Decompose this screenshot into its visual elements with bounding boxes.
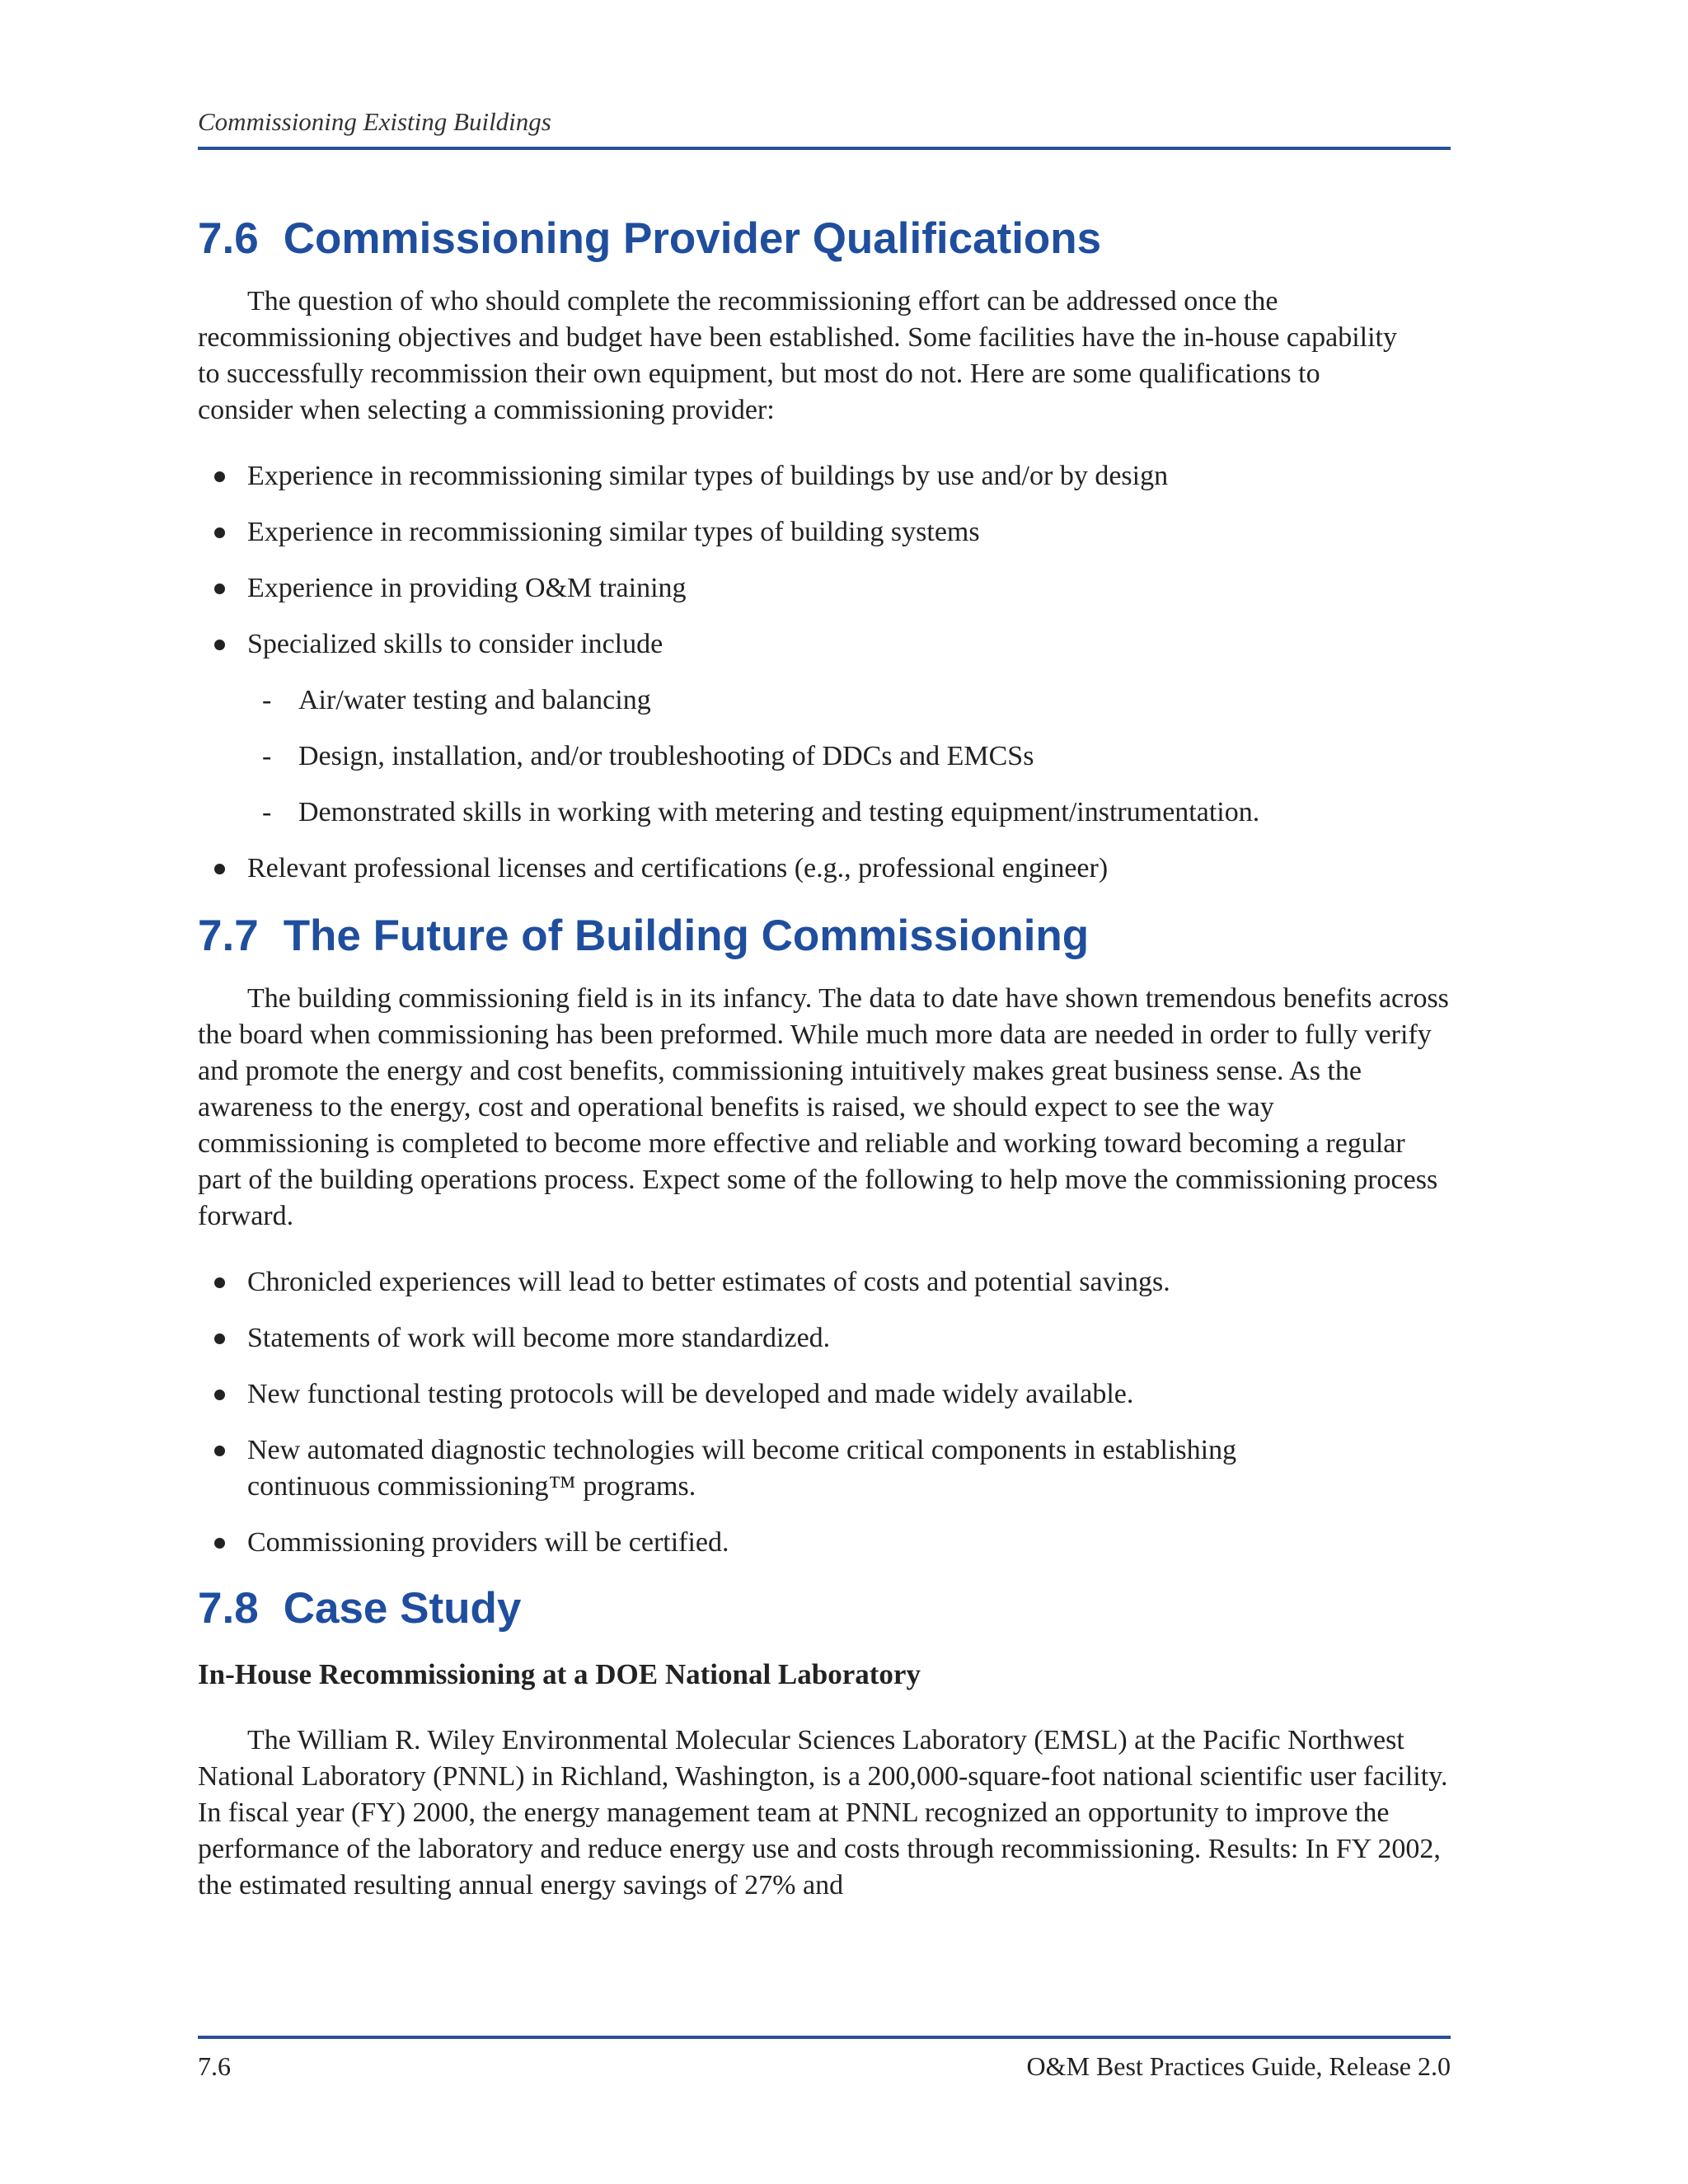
section-7-7-intro: The building commissioning field is in its infancy. The data to date have shown tremendous benefits across the board when commissioning has been preformed. While much more data are needed in order to fully verify and promote the energy and cost benefits, commissioning intuitively makes great business sense. As the awareness to the energy, cost and operational benefits is raised, we should expect to see the way commissioning is completed to become more effective and reliable and working toward becoming a regular part of the building operations process. Expect some of the following to help move the commissioning process forward. xyxy=(198,983,1449,1231)
dash-icon: - xyxy=(262,797,272,827)
section-title: Case Study xyxy=(283,1584,522,1633)
section-title: The Future of Building Commissioning xyxy=(283,912,1090,960)
list-item: New functional testing protocols will be developed and made widely available. xyxy=(198,1376,1451,1413)
list-item: Statements of work will become more standardized. xyxy=(198,1320,1451,1357)
section-title: Commissioning Provider Qualifications xyxy=(283,214,1102,263)
bullet-icon xyxy=(214,1446,225,1456)
footer-rule xyxy=(198,2036,1451,2039)
bullet-icon xyxy=(214,1390,225,1400)
section-number: 7.8 xyxy=(198,1584,259,1633)
case-study-paragraph: The William R. Wiley Environmental Molecular Sciences Laboratory (EMSL) at the Pacific Northwest National Laboratory (PNNL) in Richland, Washington, is a 200,000-square-foot national scientific user facility. In fiscal year (FY) 2000, the energy management team at PNNL recognized an opportunity to improve the performance of the laboratory and reduce energy use and costs through recommissioning. Results: In FY 2002, the estimated resulting annual energy savings of 27% and xyxy=(198,1725,1448,1900)
bullet-icon xyxy=(214,864,225,874)
section-7-7-heading xyxy=(198,910,1451,963)
bullet-icon xyxy=(214,471,225,482)
header-rule xyxy=(198,147,1451,150)
section-7-6-heading xyxy=(198,213,1451,265)
section-number: 7.7 xyxy=(198,912,259,960)
case-study-subheading: In-House Recommissioning at a DOE National Laboratory xyxy=(198,1658,921,1690)
list-item: Experience in recommissioning similar types of buildings by use and/or by design xyxy=(198,458,1451,494)
bullet-icon xyxy=(214,1538,225,1549)
list-item: Commissioning providers will be certified. xyxy=(198,1525,1451,1561)
list-item: Specialized skills to consider include xyxy=(198,626,1451,663)
qualifications-list-end xyxy=(198,851,1451,887)
section-number: 7.6 xyxy=(198,214,259,263)
page-content xyxy=(198,213,1451,1904)
section-7-8-heading xyxy=(198,1582,1451,1635)
list-item: Experience in recommissioning similar types of building systems xyxy=(198,514,1451,551)
bullet-icon xyxy=(214,1333,225,1344)
qualifications-list xyxy=(198,458,1451,663)
running-header: Commissioning Existing Buildings xyxy=(198,107,551,136)
sub-list-item: - Design, installation, and/or troubleshooting of DDCs and EMCSs xyxy=(198,738,1451,775)
bullet-icon xyxy=(214,583,225,594)
future-list xyxy=(198,1264,1451,1561)
bullet-icon xyxy=(214,1277,225,1288)
list-item: Experience in providing O&M training xyxy=(198,570,1451,607)
sub-list-item: - Demonstrated skills in working with metering and testing equipment/instrumentation. xyxy=(198,794,1451,831)
guide-title: O&M Best Practices Guide, Release 2.0 xyxy=(1026,2051,1451,2081)
page-number: 7.6 xyxy=(198,2051,231,2081)
specialized-skills-list xyxy=(198,682,1451,831)
list-item: Relevant professional licenses and certifications (e.g., professional engineer) xyxy=(198,851,1451,887)
bullet-icon xyxy=(214,527,225,538)
sub-list-item: - Air/water testing and balancing xyxy=(198,682,1451,719)
bullet-icon xyxy=(214,640,225,650)
list-item: New automated diagnostic technologies will become critical components in establishing continuous commissioning™ programs. xyxy=(198,1432,1451,1505)
dash-icon: - xyxy=(262,685,272,715)
dash-icon: - xyxy=(262,741,272,771)
list-item: Chronicled experiences will lead to better estimates of costs and potential savings. xyxy=(198,1264,1451,1301)
page-footer xyxy=(198,2046,1451,2087)
section-7-6-intro: The question of who should complete the recommissioning effort can be addressed once the recommissioning objectives and budget have been established. Some facilities have the in-house capability to successfully recommission their own equipment, but most do not. Here are some qualifications to consider when selecting a commissioning provider: xyxy=(198,286,1397,425)
